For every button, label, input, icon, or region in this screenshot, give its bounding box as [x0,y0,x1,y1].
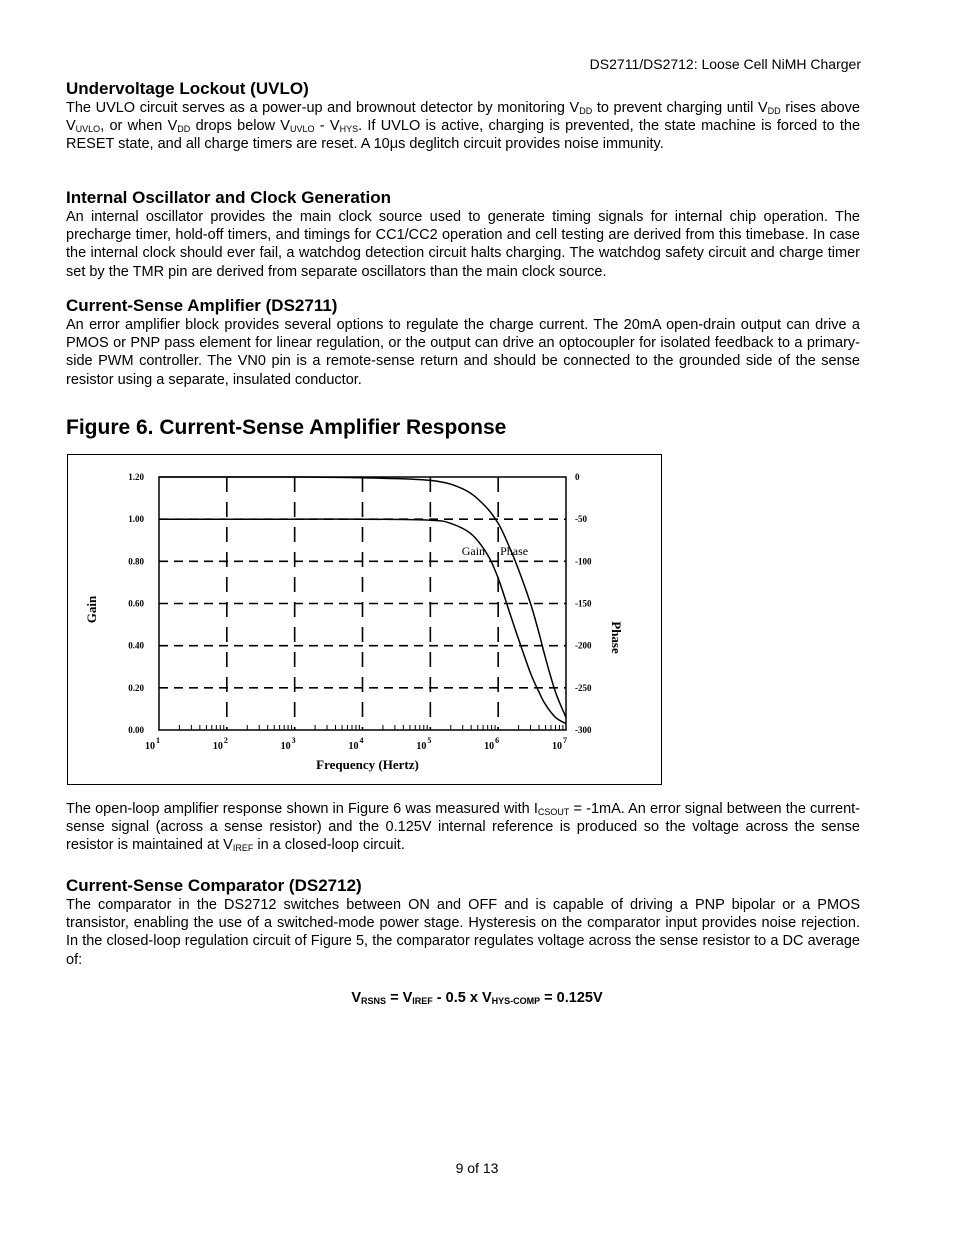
y2-tick-label: -300 [575,725,592,735]
y-tick-label: 1.20 [128,472,144,482]
chart-frame [67,454,662,785]
y-tick-label: 1.00 [128,514,144,525]
y2-tick-label: 0 [575,472,580,482]
section-current-sense-amplifier [66,296,860,389]
amplifier-response-chart [68,455,663,786]
x-tick-label: 10 [484,741,495,752]
y-tick-label: 0.80 [128,556,144,567]
x-tick-label: 10 [552,741,562,752]
y2-tick-label: -50 [575,514,587,525]
y-axis-title: Gain [84,595,99,624]
y2-tick-label: -200 [575,640,592,651]
x-tick-label: 10 [212,741,223,752]
y2-tick-label: -150 [575,598,592,609]
csc-paragraph: The comparator in the DS2712 switches between ON and OFF and is capable of driving a PNP bipolar or a PMOS transistor, enabling the use of a switched-mode power stage. Hysteresis on the comparator input provides noise rejection. In the closed-loop regulation circuit of Figure 5, the comparator regulates voltage across the sense resistor to a DC average of: [66,897,860,968]
x-tick-label: 10 [416,741,427,752]
page-number: 9 of 13 [455,1160,499,1176]
uvlo-paragraph: The UVLO circuit serves as a power-up and brownout detector by monitoring $V_{DD}$ to prevent charging until $V_{DD}$ rises above $V_{UVLO}$, or when $V_{DD}$ drops below $V_{UVLO} - V_{HYS}$. If UVLO is active, charging is prevented, the state machine is forced to the RESET state, and all charge timers are reset. A 10μs deglitch circuit provides noise immunity. [66,100,861,153]
after-figure-paragraph: The open-loop amplifier response shown in Figure 6 was measured with $I_{CSOUT} = -1mA$. An error signal between the current-sense signal (across a sense resistor) and the 0.125V internal reference is produced so the voltage across the sense resistor is maintained at $V_{IREF}$ in a closed-loop circuit. [66,801,860,854]
heading-current-sense-comparator: Current-Sense Comparator (DS2712) [66,876,362,895]
x-tick-label: 10 [348,741,359,752]
formula: $V_{RSNS} = V_{IREF} - 0.5$ x $V_{HYS-COMP} = 0.125V$ [351,990,603,1006]
y-tick-label: 0.40 [128,640,144,651]
section-oscillator [66,188,860,281]
series-label-gain: Gain [461,543,486,558]
section-uvlo [66,79,860,154]
heading-uvlo: Undervoltage Lockout (UVLO) [66,79,309,98]
y2-tick-label: -100 [575,556,592,567]
x-tick-exponent: 7 [563,736,567,745]
x-tick-exponent: 5 [427,736,432,745]
figure-title: Figure 6. Current-Sense Amplifier Response [66,416,507,439]
x-axis-title: Frequency (Hertz) [316,757,419,772]
x-tick-exponent: 6 [495,736,500,745]
csa-paragraph: An error amplifier block provides several options to regulate the charge current. The 20mA open-drain output can drive a PMOS or PNP pass element for linear regulation, or the output can drive an optocoupler for isolated feedback to a primary-side PWM controller. The VN0 pin is a remote-sense return and should be connected to the grounded side of the sense resistor using a separate, insulated conductor. [66,317,860,388]
series-label-phase: Phase [500,543,529,558]
x-tick-label: 10 [145,741,155,752]
heading-oscillator: Internal Oscillator and Clock Generation [66,188,391,207]
x-tick-exponent: 4 [359,736,364,745]
y-tick-label: 0.20 [128,682,144,693]
section-after-figure [66,800,860,855]
x-tick-exponent: 1 [156,736,160,745]
running-header: DS2711/DS2712: Loose Cell NiMH Charger [589,56,861,72]
section-current-sense-comparator [66,876,860,969]
x-tick-exponent: 2 [223,736,228,745]
y-tick-label: 0.00 [128,725,144,735]
x-tick-exponent: 3 [291,736,296,745]
oscillator-paragraph: An internal oscillator provides the main clock source used to generate timing signals for internal chip operation. The precharge timer, hold-off timers, and timings for CC1/CC2 operation and cell testing are derived from this timebase. In case the internal clock should ever fail, a watchdog detection circuit halts charging. The watchdog safety circuit and charge timer set by the TMR pin are derived from separate oscillators than the main clock source. [66,209,860,280]
heading-current-sense-amplifier: Current-Sense Amplifier (DS2711) [66,296,338,315]
y2-axis-title: Phase [609,621,624,654]
y-tick-label: 0.60 [128,598,144,609]
y2-tick-label: -250 [575,682,592,693]
x-tick-label: 10 [280,741,291,752]
